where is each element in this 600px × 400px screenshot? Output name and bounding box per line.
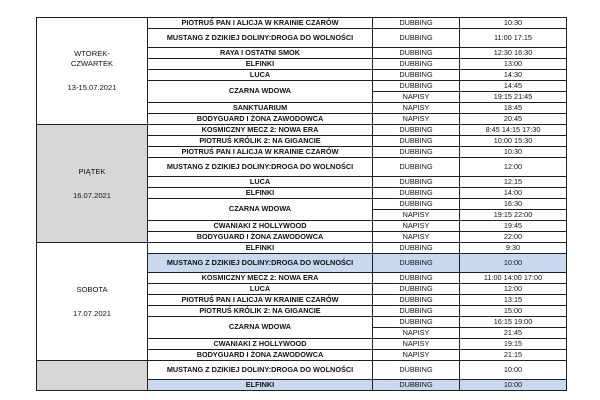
schedule-body [37, 18, 567, 391]
showtimes-cell: 16:30 [460, 199, 567, 210]
movie-title-line: MUSTANG Z DZIKIEJ DOLINY: [166, 257, 272, 267]
movie-title-line: MUSTANG Z DZIKIEJ DOLINY: [166, 364, 272, 374]
movie-title-line: DROGA DO WOLNOŚCI [271, 364, 354, 374]
movie-title [148, 59, 373, 70]
movie-title-line: ELFINKI [245, 242, 275, 252]
movie-title [148, 361, 373, 380]
movie-title [148, 188, 373, 199]
showtimes-cell: 11:00 14:00 17:00 [460, 273, 567, 284]
movie-title [148, 380, 373, 391]
version-cell: DUBBING [373, 81, 460, 92]
movie-title [148, 147, 373, 158]
showtimes-cell: 10:00 [460, 254, 567, 273]
showtimes-cell: 10:00 15:30 [460, 136, 567, 147]
movie-title-line: CWANIAKI Z HOLLYWOOD [213, 220, 307, 230]
showtimes-cell: 18:45 [460, 103, 567, 114]
movie-title-line: MUSTANG Z DZIKIEJ DOLINY: [166, 161, 272, 171]
movie-title [148, 232, 373, 243]
day-cell [37, 18, 148, 125]
movie-title [148, 158, 373, 177]
version-cell: DUBBING [373, 158, 460, 177]
movie-title-line: DROGA DO WOLNOŚCI [271, 161, 354, 171]
movie-title [148, 221, 373, 232]
movie-title-line: CWANIAKI Z HOLLYWOOD [213, 338, 307, 348]
movie-title [148, 114, 373, 125]
showtimes-cell: 10:00 [460, 361, 567, 380]
movie-title [148, 136, 373, 147]
version-cell: DUBBING [373, 273, 460, 284]
movie-title-line: ELFINKI [245, 187, 275, 197]
movie-title-line: KOSMICZNY MECZ 2: NOWA ERA [201, 124, 319, 134]
showtimes-cell: 11:00 17:15 [460, 29, 567, 48]
version-cell: NAPISY [373, 210, 460, 221]
version-cell: DUBBING [373, 317, 460, 328]
showtimes-cell: 14:00 [460, 188, 567, 199]
version-cell: DUBBING [373, 361, 460, 380]
version-cell: NAPISY [373, 232, 460, 243]
movie-title-line: DROGA DO WOLNOŚCI [271, 32, 354, 42]
version-cell: DUBBING [373, 199, 460, 210]
version-cell: NAPISY [373, 103, 460, 114]
showtimes-cell: 13:15 [460, 295, 567, 306]
movie-title [148, 273, 373, 284]
movie-title-line: LUCA [249, 69, 271, 79]
version-cell: DUBBING [373, 284, 460, 295]
version-cell: DUBBING [373, 188, 460, 199]
showtimes-cell: 19:15 21:45 [460, 92, 567, 103]
showtimes-cell: 9:30 [460, 243, 567, 254]
movie-title [148, 339, 373, 350]
day-label: PIĄTEK [78, 166, 106, 176]
movie-title-line: PIOTRUŚ PAN I ALICJA W KRAINIE CZARÓW [181, 294, 339, 304]
movie-title [148, 317, 373, 339]
version-cell: DUBBING [373, 295, 460, 306]
showtimes-cell: 19:15 [460, 339, 567, 350]
showtimes-cell: 22:00 [460, 232, 567, 243]
showtimes-cell: 10:00 [460, 380, 567, 391]
movie-title-line: BODYGUARD I ŻONA ZAWODOWCA [196, 349, 324, 359]
movie-title-line: KOSMICZNY MECZ 2: NOWA ERA [201, 272, 319, 282]
showtimes-cell: 12:00 [460, 158, 567, 177]
day-spacer [40, 69, 144, 83]
movie-title-line: PIOTRUŚ KRÓLIK 2: NA GIGANCIE [199, 135, 321, 145]
movie-title [148, 177, 373, 188]
showtimes-cell: 19:15 22:00 [460, 210, 567, 221]
movie-title [148, 103, 373, 114]
showtimes-cell: 10:30 [460, 18, 567, 29]
day-date: 13-15.07.2021 [67, 83, 117, 92]
schedule-row [37, 243, 567, 254]
showtimes-cell: 12:30 16:30 [460, 48, 567, 59]
movie-title [148, 48, 373, 59]
movie-title [148, 254, 373, 273]
movie-title-line: BODYGUARD I ŻONA ZAWODOWCA [196, 231, 324, 241]
movie-title-line: DROGA DO WOLNOŚCI [271, 257, 354, 267]
movie-title [148, 295, 373, 306]
day-cell [37, 125, 148, 243]
showtimes-cell: 8:45 14:15 17:30 [460, 125, 567, 136]
version-cell: DUBBING [373, 306, 460, 317]
day-date: 17.07.2021 [72, 308, 111, 318]
version-cell: DUBBING [373, 18, 460, 29]
showtimes-cell: 10:30 [460, 147, 567, 158]
day-spacer [40, 177, 144, 191]
showtimes-cell: 21:15 [460, 350, 567, 361]
version-cell: DUBBING [373, 125, 460, 136]
movie-title-line: ELFINKI [245, 379, 275, 389]
showtimes-cell: 12:15 [460, 177, 567, 188]
movie-title-line: BODYGUARD I ŻONA ZAWODOWCA [196, 113, 324, 123]
movie-title-line: LUCA [249, 283, 271, 293]
movie-title [148, 350, 373, 361]
version-cell: NAPISY [373, 114, 460, 125]
version-cell: DUBBING [373, 243, 460, 254]
movie-title [148, 306, 373, 317]
showtimes-cell: 12:00 [460, 284, 567, 295]
movie-title-line: MUSTANG Z DZIKIEJ DOLINY: [166, 32, 272, 42]
day-cell [37, 361, 148, 391]
movie-title [148, 199, 373, 221]
showtimes-cell: 21:45 [460, 328, 567, 339]
schedule-row [37, 18, 567, 29]
movie-title [148, 81, 373, 103]
movie-title-line: SANKTUARIUM [232, 102, 288, 112]
version-cell: DUBBING [373, 70, 460, 81]
showtimes-cell: 14:30 [460, 70, 567, 81]
movie-title-line: PIOTRUŚ KRÓLIK 2: NA GIGANCIE [199, 305, 321, 315]
movie-title [148, 243, 373, 254]
version-cell: DUBBING [373, 147, 460, 158]
showtimes-cell: 14:45 [460, 81, 567, 92]
movie-title-line: CZARNA WDOWA [228, 86, 292, 96]
showtimes-cell: 13:00 [460, 59, 567, 70]
version-cell: DUBBING [373, 59, 460, 70]
day-label: WTOREK- [74, 49, 110, 58]
day-label: SOBOTA [76, 284, 108, 294]
movie-title-line: ELFINKI [245, 58, 275, 68]
version-cell: DUBBING [373, 380, 460, 391]
movie-title-line: CZARNA WDOWA [228, 204, 292, 214]
movie-title [148, 125, 373, 136]
movie-title-line: CZARNA WDOWA [228, 322, 292, 332]
version-cell: NAPISY [373, 92, 460, 103]
version-cell: NAPISY [373, 328, 460, 339]
day-date: 16.07.2021 [72, 190, 111, 200]
showtimes-cell: 16:15 19:00 [460, 317, 567, 328]
showtimes-cell: 19:45 [460, 221, 567, 232]
schedule-table [36, 17, 567, 391]
movie-title [148, 29, 373, 48]
day-cell [37, 243, 148, 361]
version-cell: NAPISY [373, 221, 460, 232]
version-cell: DUBBING [373, 29, 460, 48]
movie-title-line: LUCA [249, 176, 271, 186]
movie-title [148, 18, 373, 29]
schedule-row [37, 361, 567, 380]
day-label: CZWARTEK [70, 59, 114, 68]
day-spacer [40, 295, 144, 309]
version-cell: NAPISY [373, 339, 460, 350]
version-cell: NAPISY [373, 350, 460, 361]
movie-title-line: PIOTRUŚ PAN I ALICJA W KRAINIE CZARÓW [181, 17, 339, 27]
version-cell: DUBBING [373, 136, 460, 147]
movie-title-line: RAYA I OSTATNI SMOK [219, 47, 300, 57]
movie-title [148, 70, 373, 81]
showtimes-cell: 20:45 [460, 114, 567, 125]
version-cell: DUBBING [373, 177, 460, 188]
movie-title-line: PIOTRUŚ PAN I ALICJA W KRAINIE CZARÓW [181, 146, 339, 156]
showtimes-cell: 15:00 [460, 306, 567, 317]
movie-title [148, 284, 373, 295]
version-cell: DUBBING [373, 254, 460, 273]
schedule-row [37, 125, 567, 136]
version-cell: DUBBING [373, 48, 460, 59]
